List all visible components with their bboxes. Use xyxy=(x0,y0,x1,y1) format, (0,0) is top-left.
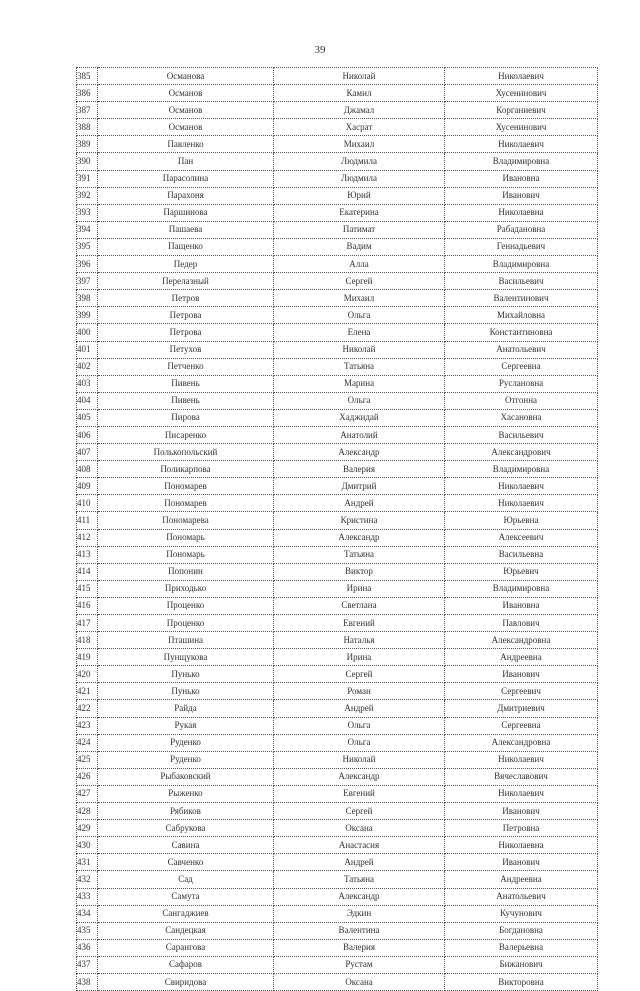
row-number-cell: 428 xyxy=(77,803,98,820)
table-row xyxy=(77,854,598,871)
patronymic-cell: Владимировна xyxy=(445,461,598,478)
first-name-cell: Ольга xyxy=(274,392,445,409)
patronymic-cell: Николаевна xyxy=(445,837,598,854)
last-name-cell: Пащенко xyxy=(98,238,274,255)
row-number-cell: 416 xyxy=(77,597,98,614)
row-number-cell: 389 xyxy=(77,136,98,153)
patronymic-cell: Николаевич xyxy=(445,478,598,495)
table-row xyxy=(77,905,598,922)
patronymic-cell: Анатольевич xyxy=(445,341,598,358)
row-number-cell: 431 xyxy=(77,854,98,871)
patronymic-cell: Константиновна xyxy=(445,324,598,341)
patronymic-cell: Сергеевна xyxy=(445,717,598,734)
last-name-cell: Османова xyxy=(98,68,274,85)
first-name-cell: Сергей xyxy=(274,666,445,683)
table-row xyxy=(77,375,598,392)
first-name-cell: Валентина xyxy=(274,922,445,939)
patronymic-cell: Ивановна xyxy=(445,170,598,187)
first-name-cell: Людмила xyxy=(274,170,445,187)
row-number-cell: 388 xyxy=(77,119,98,136)
row-number-cell: 396 xyxy=(77,256,98,273)
last-name-cell: Пунько xyxy=(98,666,274,683)
table-row xyxy=(77,700,598,717)
last-name-cell: Рябиков xyxy=(98,803,274,820)
first-name-cell: Роман xyxy=(274,683,445,700)
patronymic-cell: Алексеевич xyxy=(445,529,598,546)
row-number-cell: 403 xyxy=(77,375,98,392)
last-name-cell: Сабрукова xyxy=(98,820,274,837)
first-name-cell: Сергей xyxy=(274,273,445,290)
patronymic-cell: Николаевич xyxy=(445,136,598,153)
last-name-cell: Писаренко xyxy=(98,426,274,443)
patronymic-cell: Владимировна xyxy=(445,153,598,170)
last-name-cell: Парасолина xyxy=(98,170,274,187)
table-row xyxy=(77,358,598,375)
patronymic-cell: Хусенинович xyxy=(445,85,598,102)
row-number-cell: 393 xyxy=(77,204,98,221)
table-row xyxy=(77,956,598,973)
patronymic-cell: Петровна xyxy=(445,820,598,837)
last-name-cell: Пирова xyxy=(98,409,274,426)
table-row xyxy=(77,939,598,956)
last-name-cell: Сангаджиев xyxy=(98,905,274,922)
last-name-cell: Рыбаковский xyxy=(98,768,274,785)
first-name-cell: Ольга xyxy=(274,734,445,751)
table-row xyxy=(77,563,598,580)
table-row xyxy=(77,409,598,426)
patronymic-cell: Сергеевна xyxy=(445,358,598,375)
last-name-cell: Проценко xyxy=(98,597,274,614)
first-name-cell: Андрей xyxy=(274,700,445,717)
first-name-cell: Александр xyxy=(274,444,445,461)
table-row xyxy=(77,666,598,683)
last-name-cell: Пономарь xyxy=(98,529,274,546)
first-name-cell: Валерия xyxy=(274,461,445,478)
row-number-cell: 402 xyxy=(77,358,98,375)
last-name-cell: Петухов xyxy=(98,341,274,358)
patronymic-cell: Павлович xyxy=(445,615,598,632)
table-row xyxy=(77,597,598,614)
row-number-cell: 434 xyxy=(77,905,98,922)
table-row xyxy=(77,290,598,307)
roster-table xyxy=(76,67,598,991)
first-name-cell: Людмила xyxy=(274,153,445,170)
row-number-cell: 417 xyxy=(77,615,98,632)
last-name-cell: Попонин xyxy=(98,563,274,580)
patronymic-cell: Геннадьевич xyxy=(445,238,598,255)
row-number-cell: 413 xyxy=(77,546,98,563)
first-name-cell: Валерия xyxy=(274,939,445,956)
last-name-cell: Сад xyxy=(98,871,274,888)
last-name-cell: Петров xyxy=(98,290,274,307)
patronymic-cell: Андреевна xyxy=(445,871,598,888)
patronymic-cell: Кучунович xyxy=(445,905,598,922)
table-row xyxy=(77,187,598,204)
page-number: 39 xyxy=(314,44,326,56)
first-name-cell: Марина xyxy=(274,375,445,392)
table-row xyxy=(77,615,598,632)
patronymic-cell: Александровна xyxy=(445,632,598,649)
table-row xyxy=(77,803,598,820)
patronymic-cell: Хасановна xyxy=(445,409,598,426)
first-name-cell: Татьяна xyxy=(274,871,445,888)
first-name-cell: Ольга xyxy=(274,307,445,324)
row-number-cell: 422 xyxy=(77,700,98,717)
last-name-cell: Петрова xyxy=(98,324,274,341)
last-name-cell: Пономарев xyxy=(98,478,274,495)
table-row xyxy=(77,153,598,170)
last-name-cell: Пташина xyxy=(98,632,274,649)
table-row xyxy=(77,85,598,102)
row-number-cell: 424 xyxy=(77,734,98,751)
first-name-cell: Хаджидай xyxy=(274,409,445,426)
row-number-cell: 426 xyxy=(77,768,98,785)
last-name-cell: Сарангова xyxy=(98,939,274,956)
row-number-cell: 395 xyxy=(77,238,98,255)
row-number-cell: 407 xyxy=(77,444,98,461)
patronymic-cell: Анатольевич xyxy=(445,888,598,905)
row-number-cell: 405 xyxy=(77,409,98,426)
first-name-cell: Евгений xyxy=(274,615,445,632)
last-name-cell: Свиридова xyxy=(98,973,274,990)
patronymic-cell: Васильевич xyxy=(445,426,598,443)
patronymic-cell: Александровна xyxy=(445,734,598,751)
first-name-cell: Александр xyxy=(274,529,445,546)
table-row xyxy=(77,529,598,546)
first-name-cell: Сергей xyxy=(274,803,445,820)
last-name-cell: Пивень xyxy=(98,392,274,409)
table-row xyxy=(77,632,598,649)
first-name-cell: Ирина xyxy=(274,649,445,666)
patronymic-cell: Васильевна xyxy=(445,546,598,563)
first-name-cell: Михаил xyxy=(274,136,445,153)
first-name-cell: Виктор xyxy=(274,563,445,580)
first-name-cell: Юрий xyxy=(274,187,445,204)
first-name-cell: Светлана xyxy=(274,597,445,614)
table-row xyxy=(77,273,598,290)
last-name-cell: Сафаров xyxy=(98,956,274,973)
table-row xyxy=(77,717,598,734)
last-name-cell: Парахоня xyxy=(98,187,274,204)
last-name-cell: Руденко xyxy=(98,751,274,768)
table-row xyxy=(77,392,598,409)
last-name-cell: Пунько xyxy=(98,683,274,700)
patronymic-cell: Иванович xyxy=(445,803,598,820)
first-name-cell: Николай xyxy=(274,68,445,85)
row-number-cell: 432 xyxy=(77,871,98,888)
patronymic-cell: Николаевич xyxy=(445,751,598,768)
first-name-cell: Александр xyxy=(274,888,445,905)
table-row xyxy=(77,136,598,153)
first-name-cell: Николай xyxy=(274,751,445,768)
first-name-cell: Екатерина xyxy=(274,204,445,221)
first-name-cell: Хасрат xyxy=(274,119,445,136)
patronymic-cell: Юрьевна xyxy=(445,512,598,529)
table-row xyxy=(77,170,598,187)
patronymic-cell: Рабадановна xyxy=(445,221,598,238)
patronymic-cell: Иванович xyxy=(445,854,598,871)
last-name-cell: Петрова xyxy=(98,307,274,324)
first-name-cell: Николай xyxy=(274,341,445,358)
row-number-cell: 409 xyxy=(77,478,98,495)
last-name-cell: Приходько xyxy=(98,580,274,597)
last-name-cell: Самута xyxy=(98,888,274,905)
patronymic-cell: Богдановна xyxy=(445,922,598,939)
row-number-cell: 387 xyxy=(77,102,98,119)
row-number-cell: 438 xyxy=(77,973,98,990)
row-number-cell: 394 xyxy=(77,221,98,238)
last-name-cell: Рыженко xyxy=(98,785,274,802)
patronymic-cell: Руслановна xyxy=(445,375,598,392)
last-name-cell: Османов xyxy=(98,102,274,119)
patronymic-cell: Иванович xyxy=(445,666,598,683)
last-name-cell: Полькопольский xyxy=(98,444,274,461)
row-number-cell: 386 xyxy=(77,85,98,102)
row-number-cell: 433 xyxy=(77,888,98,905)
first-name-cell: Михаил xyxy=(274,290,445,307)
first-name-cell: Евгений xyxy=(274,785,445,802)
first-name-cell: Эдкин xyxy=(274,905,445,922)
patronymic-cell: Викторовна xyxy=(445,973,598,990)
last-name-cell: Руденко xyxy=(98,734,274,751)
last-name-cell: Проценко xyxy=(98,615,274,632)
row-number-cell: 430 xyxy=(77,837,98,854)
last-name-cell: Сандецкая xyxy=(98,922,274,939)
table-row xyxy=(77,922,598,939)
row-number-cell: 398 xyxy=(77,290,98,307)
patronymic-cell: Корганиевич xyxy=(445,102,598,119)
last-name-cell: Петченко xyxy=(98,358,274,375)
row-number-cell: 412 xyxy=(77,529,98,546)
table-row xyxy=(77,461,598,478)
last-name-cell: Пономарев xyxy=(98,495,274,512)
row-number-cell: 415 xyxy=(77,580,98,597)
patronymic-cell: Отгонна xyxy=(445,392,598,409)
first-name-cell: Алла xyxy=(274,256,445,273)
last-name-cell: Пивень xyxy=(98,375,274,392)
last-name-cell: Пономарева xyxy=(98,512,274,529)
first-name-cell: Анастасия xyxy=(274,837,445,854)
row-number-cell: 400 xyxy=(77,324,98,341)
patronymic-cell: Вячеславович xyxy=(445,768,598,785)
row-number-cell: 404 xyxy=(77,392,98,409)
row-number-cell: 427 xyxy=(77,785,98,802)
row-number-cell: 392 xyxy=(77,187,98,204)
row-number-cell: 436 xyxy=(77,939,98,956)
table-row xyxy=(77,444,598,461)
row-number-cell: 429 xyxy=(77,820,98,837)
table-row xyxy=(77,478,598,495)
table-row xyxy=(77,546,598,563)
table-row xyxy=(77,119,598,136)
last-name-cell: Рукая xyxy=(98,717,274,734)
last-name-cell: Пашаева xyxy=(98,221,274,238)
row-number-cell: 399 xyxy=(77,307,98,324)
table-row xyxy=(77,871,598,888)
table-row xyxy=(77,102,598,119)
last-name-cell: Османов xyxy=(98,119,274,136)
patronymic-cell: Владимировна xyxy=(445,580,598,597)
table-row xyxy=(77,341,598,358)
first-name-cell: Александр xyxy=(274,768,445,785)
first-name-cell: Вадим xyxy=(274,238,445,255)
patronymic-cell: Николаевна xyxy=(445,204,598,221)
table-row xyxy=(77,426,598,443)
last-name-cell: Паршинова xyxy=(98,204,274,221)
patronymic-cell: Бижанович xyxy=(445,956,598,973)
patronymic-cell: Иванович xyxy=(445,187,598,204)
last-name-cell: Пунщукова xyxy=(98,649,274,666)
first-name-cell: Ирина xyxy=(274,580,445,597)
patronymic-cell: Николаевич xyxy=(445,68,598,85)
first-name-cell: Кристина xyxy=(274,512,445,529)
patronymic-cell: Андреевна xyxy=(445,649,598,666)
table-row xyxy=(77,820,598,837)
last-name-cell: Савченко xyxy=(98,854,274,871)
row-number-cell: 397 xyxy=(77,273,98,290)
last-name-cell: Савина xyxy=(98,837,274,854)
table-row xyxy=(77,204,598,221)
table-row xyxy=(77,68,598,85)
first-name-cell: Камил xyxy=(274,85,445,102)
row-number-cell: 418 xyxy=(77,632,98,649)
row-number-cell: 401 xyxy=(77,341,98,358)
table-row xyxy=(77,221,598,238)
patronymic-cell: Николаевич xyxy=(445,785,598,802)
patronymic-cell: Хусенинович xyxy=(445,119,598,136)
table-row xyxy=(77,837,598,854)
first-name-cell: Татьяна xyxy=(274,358,445,375)
last-name-cell: Перелазный xyxy=(98,273,274,290)
table-row xyxy=(77,785,598,802)
row-number-cell: 423 xyxy=(77,717,98,734)
row-number-cell: 390 xyxy=(77,153,98,170)
row-number-cell: 437 xyxy=(77,956,98,973)
row-number-cell: 435 xyxy=(77,922,98,939)
patronymic-cell: Сергеевич xyxy=(445,683,598,700)
table-row xyxy=(77,512,598,529)
row-number-cell: 421 xyxy=(77,683,98,700)
table-row xyxy=(77,734,598,751)
table-row xyxy=(77,768,598,785)
table-row xyxy=(77,495,598,512)
roster-table-body xyxy=(77,68,598,991)
first-name-cell: Андрей xyxy=(274,495,445,512)
row-number-cell: 425 xyxy=(77,751,98,768)
first-name-cell: Оксана xyxy=(274,973,445,990)
patronymic-cell: Владимировна xyxy=(445,256,598,273)
row-number-cell: 414 xyxy=(77,563,98,580)
row-number-cell: 420 xyxy=(77,666,98,683)
patronymic-cell: Ивановна xyxy=(445,597,598,614)
first-name-cell: Андрей xyxy=(274,854,445,871)
patronymic-cell: Юрьевич xyxy=(445,563,598,580)
first-name-cell: Джамал xyxy=(274,102,445,119)
table-row xyxy=(77,256,598,273)
patronymic-cell: Николаевич xyxy=(445,495,598,512)
row-number-cell: 391 xyxy=(77,170,98,187)
table-row xyxy=(77,238,598,255)
row-number-cell: 408 xyxy=(77,461,98,478)
first-name-cell: Рустам xyxy=(274,956,445,973)
last-name-cell: Райда xyxy=(98,700,274,717)
first-name-cell: Патимат xyxy=(274,221,445,238)
last-name-cell: Поликарпова xyxy=(98,461,274,478)
patronymic-cell: Михайловна xyxy=(445,307,598,324)
first-name-cell: Дмитрий xyxy=(274,478,445,495)
table-row xyxy=(77,580,598,597)
table-row xyxy=(77,973,598,990)
patronymic-cell: Валентинович xyxy=(445,290,598,307)
patronymic-cell: Васильевич xyxy=(445,273,598,290)
first-name-cell: Анатолий xyxy=(274,426,445,443)
table-row xyxy=(77,649,598,666)
patronymic-cell: Дмитриевич xyxy=(445,700,598,717)
row-number-cell: 385 xyxy=(77,68,98,85)
row-number-cell: 406 xyxy=(77,426,98,443)
first-name-cell: Ольга xyxy=(274,717,445,734)
first-name-cell: Наталья xyxy=(274,632,445,649)
last-name-cell: Пономарь xyxy=(98,546,274,563)
first-name-cell: Татьяна xyxy=(274,546,445,563)
last-name-cell: Пан xyxy=(98,153,274,170)
last-name-cell: Османов xyxy=(98,85,274,102)
table-row xyxy=(77,324,598,341)
patronymic-cell: Валерьевна xyxy=(445,939,598,956)
table-row xyxy=(77,307,598,324)
last-name-cell: Павленко xyxy=(98,136,274,153)
first-name-cell: Елена xyxy=(274,324,445,341)
row-number-cell: 419 xyxy=(77,649,98,666)
table-row xyxy=(77,751,598,768)
patronymic-cell: Александрович xyxy=(445,444,598,461)
first-name-cell: Оксана xyxy=(274,820,445,837)
table-row xyxy=(77,683,598,700)
last-name-cell: Педер xyxy=(98,256,274,273)
table-row xyxy=(77,888,598,905)
row-number-cell: 410 xyxy=(77,495,98,512)
row-number-cell: 411 xyxy=(77,512,98,529)
